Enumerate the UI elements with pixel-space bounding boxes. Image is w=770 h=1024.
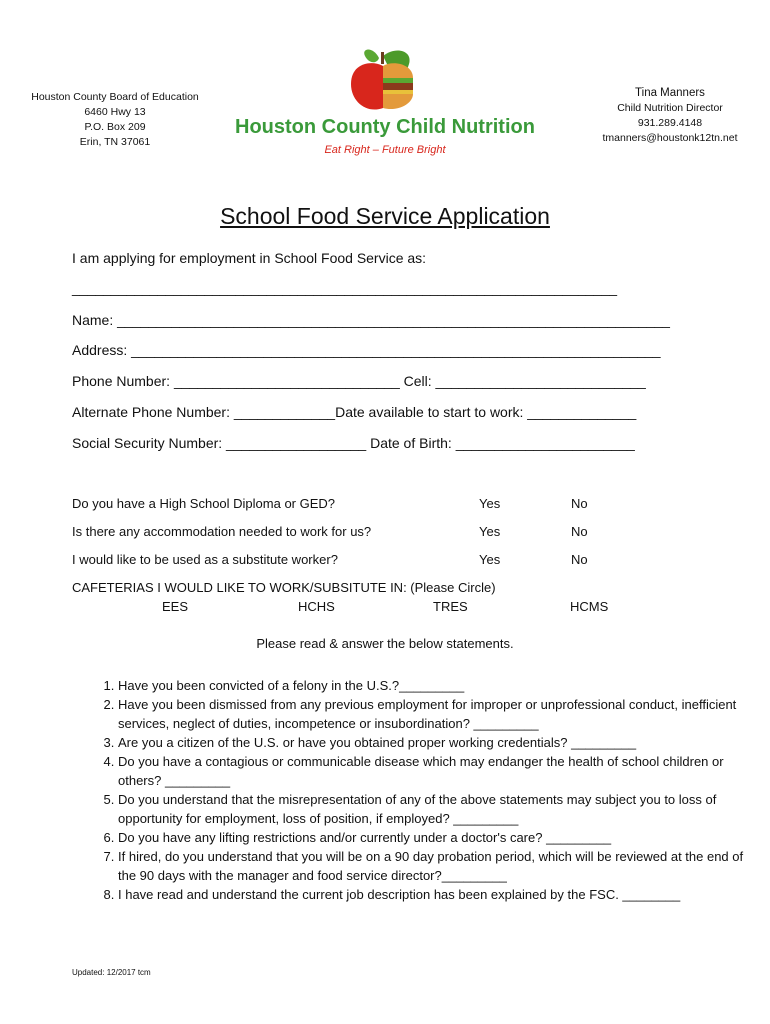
statements-list bbox=[72, 676, 758, 904]
accommodation-yes-option[interactable]: Yes bbox=[479, 524, 501, 539]
substitute-question: I would like to be used as a substitute worker? bbox=[72, 552, 338, 567]
statement-item[interactable]: 5. Do you understand that the misrepresentation of any of the above statements may subject you to loss of opportunity for employment, loss of position, if employed? _________ bbox=[118, 790, 758, 828]
substitute-no-option[interactable]: No bbox=[571, 552, 588, 567]
phone-field[interactable]: Phone Number: _____________________________ Cell: ___________________________ bbox=[72, 373, 646, 389]
accommodation-no-option[interactable]: No bbox=[571, 524, 588, 539]
name-field[interactable]: Name: _______________________________________________________________________ bbox=[72, 312, 670, 328]
alt-phone-field[interactable]: Alternate Phone Number: _____________Date available to start to work: ______________ bbox=[72, 404, 637, 420]
logo-name: Houston County Child Nutrition bbox=[235, 116, 535, 138]
org-po-box: P.O. Box 209 bbox=[84, 121, 146, 133]
cafeteria-option-tres[interactable]: TRES bbox=[433, 599, 468, 614]
contact-role: Child Nutrition Director bbox=[617, 102, 723, 114]
apple-burger-icon bbox=[343, 44, 423, 114]
org-street: 6460 Hwy 13 bbox=[84, 106, 146, 118]
org-address-block bbox=[20, 90, 210, 150]
substitute-yes-option[interactable]: Yes bbox=[479, 552, 501, 567]
cafeterias-prompt: CAFETERIAS I WOULD LIKE TO WORK/SUBSITUTE IN: (Please Circle) bbox=[72, 580, 496, 595]
cafeteria-option-hchs[interactable]: HCHS bbox=[298, 599, 335, 614]
contact-email: tmanners@houstonk12tn.net bbox=[602, 132, 738, 144]
ssn-dob-field[interactable]: Social Security Number: __________________ Date of Birth: _______________________ bbox=[72, 435, 635, 451]
statement-item[interactable]: 3. Are you a citizen of the U.S. or have you obtained proper working credentials? _________ bbox=[118, 733, 758, 752]
statement-item[interactable]: 1. Have you been convicted of a felony in the U.S.?_________ bbox=[118, 676, 758, 695]
address-field[interactable]: Address: ____________________________________________________________________ bbox=[72, 342, 661, 358]
updated-note: Updated: 12/2017 tcm bbox=[72, 968, 151, 977]
contact-name: Tina Manners bbox=[635, 87, 705, 99]
statement-item[interactable]: 4. Do you have a contagious or communicable disease which may endanger the health of school children or others? _________ bbox=[118, 752, 758, 790]
accommodation-question: Is there any accommodation needed to work for us? bbox=[72, 524, 372, 539]
applying-prompt: I am applying for employment in School Food Service as: bbox=[72, 250, 427, 266]
position-field[interactable]: ______________________________________________________________________ bbox=[72, 280, 618, 296]
statement-item[interactable]: 2. Have you been dismissed from any previous employment for improper or unprofessional conduct, inefficient services, neglect of duties, incompetence or insubordination? _________ bbox=[118, 695, 758, 733]
diploma-question: Do you have a High School Diploma or GED? bbox=[72, 496, 336, 511]
statement-item[interactable]: 7. If hired, do you understand that you will be on a 90 day probation period, which will be reviewed at the end of the 90 days with the manager and food service director?_________ bbox=[118, 847, 758, 885]
logo-tagline: Eat Right – Future Bright bbox=[324, 144, 446, 156]
cafeteria-option-ees[interactable]: EES bbox=[162, 599, 189, 614]
contact-block bbox=[590, 86, 750, 146]
diploma-yes-option[interactable]: Yes bbox=[479, 496, 501, 511]
contact-phone: 931.289.4148 bbox=[637, 117, 703, 129]
statement-item[interactable]: 8. I have read and understand the current job description has been explained by the FSC. ________ bbox=[118, 885, 758, 904]
statements-instruction: Please read & answer the below statements. bbox=[256, 636, 514, 651]
statement-item[interactable]: 6. Do you have any lifting restrictions and/or currently under a doctor's care? _________ bbox=[118, 828, 758, 847]
page-title: School Food Service Application bbox=[220, 203, 550, 229]
logo bbox=[225, 44, 545, 164]
org-city: Erin, TN 37061 bbox=[79, 136, 151, 148]
diploma-no-option[interactable]: No bbox=[571, 496, 588, 511]
org-name: Houston County Board of Education bbox=[31, 91, 199, 103]
cafeteria-option-hcms[interactable]: HCMS bbox=[570, 599, 609, 614]
